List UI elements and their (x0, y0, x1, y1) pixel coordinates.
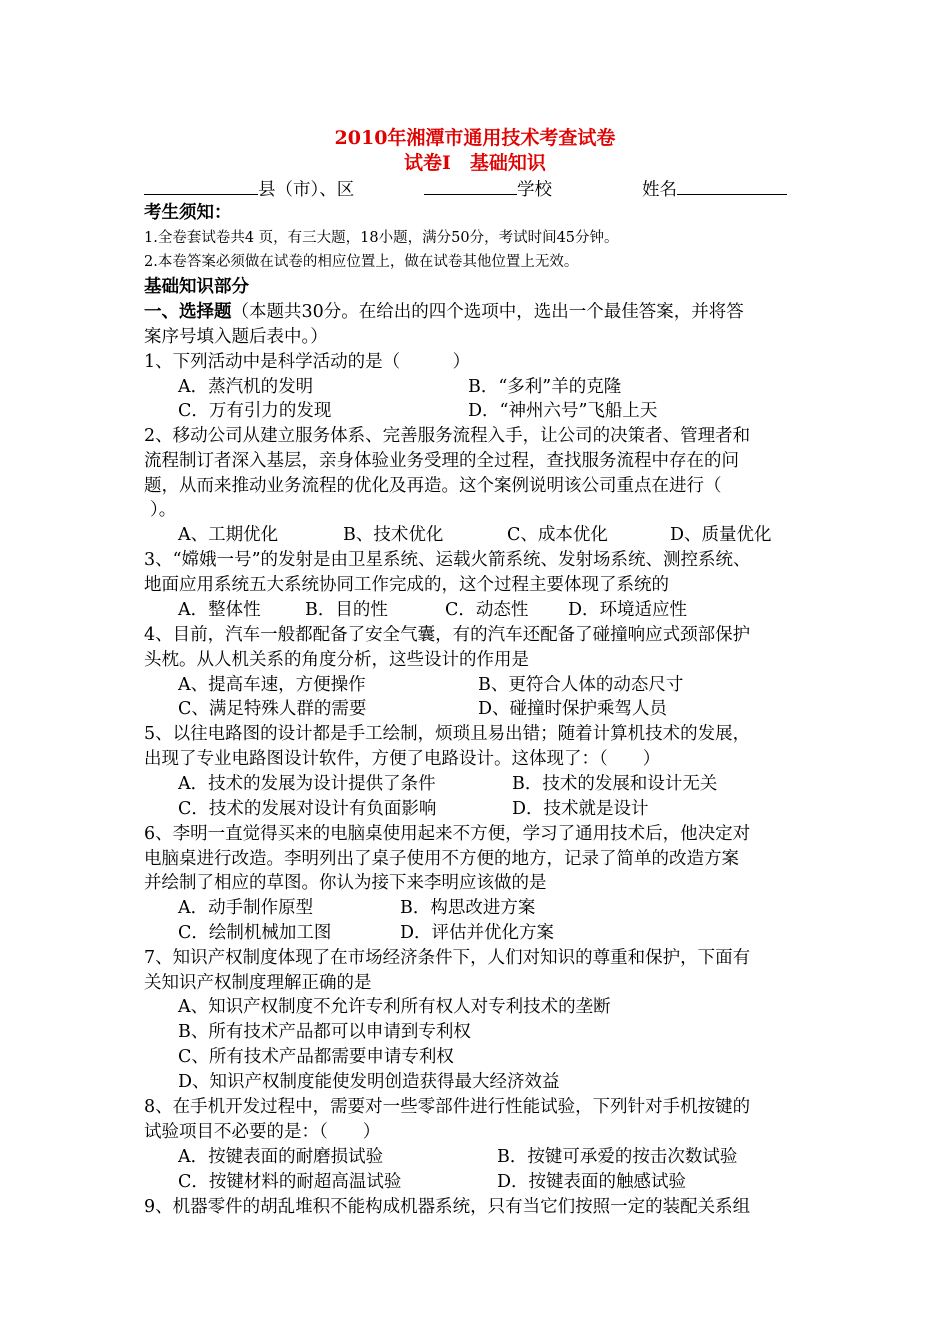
q8-option-d[interactable]: D．按键表面的触感试验 (497, 1172, 687, 1192)
q3-option-b[interactable]: B．目的性 (305, 600, 388, 620)
q3-option-c[interactable]: C．动态性 (445, 600, 529, 620)
q3-stem-2: 地面应用系统五大系统协同工作完成的，这个过程主要体现了系统的 (144, 575, 669, 595)
q7-stem-2: 关知识产权制度理解正确的是 (144, 973, 372, 993)
q4-stem-1: 4、目前，汽车一般都配备了安全气囊，有的汽车还配备了碰撞响应式颈部保护 (144, 625, 751, 645)
q6-option-a[interactable]: A．动手制作原型 (178, 898, 314, 918)
q1-option-a[interactable]: A．蒸汽机的发明 (178, 377, 314, 397)
part1-label: 一、选择题 (144, 302, 232, 322)
q5-option-c[interactable]: C．技术的发展对设计有负面影响 (178, 799, 437, 819)
q7-option-b[interactable]: B、所有技术产品都可以申请到专利权 (178, 1022, 471, 1042)
q9-stem-1: 9、机器零件的胡乱堆积不能构成机器系统，只有当它们按照一定的装配关系组 (144, 1197, 751, 1217)
q4-option-a[interactable]: A、提高车速，方便操作 (178, 675, 366, 695)
q8-option-b[interactable]: B．按键可承爱的按击次数试验 (497, 1147, 738, 1167)
q6-stem-1: 6、李明一直觉得买来的电脑桌使用起来不方便，学习了通用技术后，他决定对 (144, 824, 751, 844)
q2-stem-4: ）。 (150, 500, 177, 520)
exam-subtitle: 试卷Ⅰ 基础知识 (404, 152, 546, 174)
q2-option-a[interactable]: A、工期优化 (178, 525, 279, 545)
q1-option-d[interactable]: D．“神州六号”飞船上天 (468, 401, 658, 421)
county-label: 县（市）、区 (258, 180, 355, 200)
name-blank[interactable] (677, 176, 787, 195)
q5-option-a[interactable]: A．技术的发展为设计提供了条件 (178, 774, 436, 794)
q6-stem-3: 并绘制了相应的草图。你认为接下来李明应该做的是 (144, 873, 547, 893)
q2-stem-3: 题，从而来推动业务流程的优化及再造。这个案例说明该公司重点在进行（ (144, 476, 722, 496)
q2-option-b[interactable]: B、技术优化 (343, 525, 444, 545)
q4-option-c[interactable]: C、满足特殊人群的需要 (178, 699, 367, 719)
part1-desc-1: （本题共30分。在给出的四个选项中，选出一个最佳答案，并将答 (231, 302, 744, 322)
q7-option-c[interactable]: C、所有技术产品都需要申请专利权 (178, 1047, 454, 1067)
q2-option-d[interactable]: D、质量优化 (670, 525, 772, 545)
q5-option-b[interactable]: B．技术的发展和设计无关 (512, 774, 718, 794)
name-field (642, 176, 787, 202)
notice-item-2: 2.本卷答案必须做在试卷的相应位置上，做在试卷其他位置上无效。 (144, 254, 579, 270)
q5-stem-2: 出现了专业电路图设计软件，方便了电路设计。这体现了：（ ） (144, 749, 661, 769)
part1-desc-2: 案序号填入题后表中。） (144, 327, 328, 347)
county-blank[interactable] (144, 176, 258, 195)
q7-option-d[interactable]: D、知识产权制度能使发明创造获得最大经济效益 (178, 1072, 560, 1092)
q4-option-b[interactable]: B、更符合人体的动态尺寸 (478, 675, 684, 695)
q2-stem-2: 流程制订者深入基层，亲身体验业务受理的全过程，查找服务流程中存在的问 (144, 451, 739, 471)
section-title: 基础知识部分 (144, 277, 249, 297)
q6-option-c[interactable]: C．绘制机械加工图 (178, 923, 332, 943)
q7-stem-1: 7、知识产权制度体现了在市场经济条件下，人们对知识的尊重和保护，下面有 (144, 948, 751, 968)
q7-option-a[interactable]: A、知识产权制度不允许专利所有权人对专利技术的垄断 (178, 997, 611, 1017)
q1-option-b[interactable]: B．“多利”羊的克隆 (468, 377, 622, 397)
school-blank[interactable] (424, 176, 517, 195)
q6-option-b[interactable]: B．构思改进方案 (400, 898, 536, 918)
q8-stem-2: 试验项目不必要的是：（ ） (144, 1122, 381, 1142)
q5-option-d[interactable]: D．技术就是设计 (512, 799, 649, 819)
q8-option-a[interactable]: A．按键表面的耐磨损试验 (178, 1147, 384, 1167)
candidate-info-row (144, 176, 354, 202)
q1-option-c[interactable]: C．万有引力的发现 (178, 401, 332, 421)
q3-option-a[interactable]: A．整体性 (178, 600, 261, 620)
school-label: 学校 (517, 180, 552, 200)
q3-stem-1: 3、“嫦娥一号”的发射是由卫星系统、运载火箭系统、发射场系统、测控系统、 (144, 550, 751, 570)
q3-option-d[interactable]: D．环境适应性 (568, 600, 688, 620)
part1-header (144, 300, 744, 324)
q4-stem-2: 头枕。从人机关系的角度分析，这些设计的作用是 (144, 650, 529, 670)
q8-option-c[interactable]: C．按键材料的耐超高温试验 (178, 1172, 402, 1192)
notice-heading: 考生须知： (144, 203, 232, 223)
q2-option-c[interactable]: C、成本优化 (507, 525, 608, 545)
school-field (424, 176, 552, 202)
q6-stem-2: 电脑桌进行改造。李明列出了桌子使用不方便的地方，记录了简单的改造方案 (144, 849, 739, 869)
q1-stem: 1、下列活动中是科学活动的是（ ） (144, 352, 471, 372)
notice-item-1: 1.全卷套试卷共4 页，有三大题，18小题，满分50分，考试时间45分钟。 (144, 230, 619, 246)
name-label: 姓名 (642, 180, 677, 200)
q5-stem-1: 5、以往电路图的设计都是手工绘制，烦琐且易出错；随着计算机技术的发展， (144, 724, 751, 744)
q4-option-d[interactable]: D、碰撞时保护乘驾人员 (478, 699, 668, 719)
q6-option-d[interactable]: D．评估并优化方案 (400, 923, 555, 943)
q8-stem-1: 8、在手机开发过程中，需要对一些零部件进行性能试验，下列针对手机按键的 (144, 1097, 751, 1117)
q2-stem-1: 2、移动公司从建立服务体系、完善服务流程入手，让公司的决策者、管理者和 (144, 426, 751, 446)
exam-title: 2010年湘潭市通用技术考查试卷 (334, 127, 616, 149)
